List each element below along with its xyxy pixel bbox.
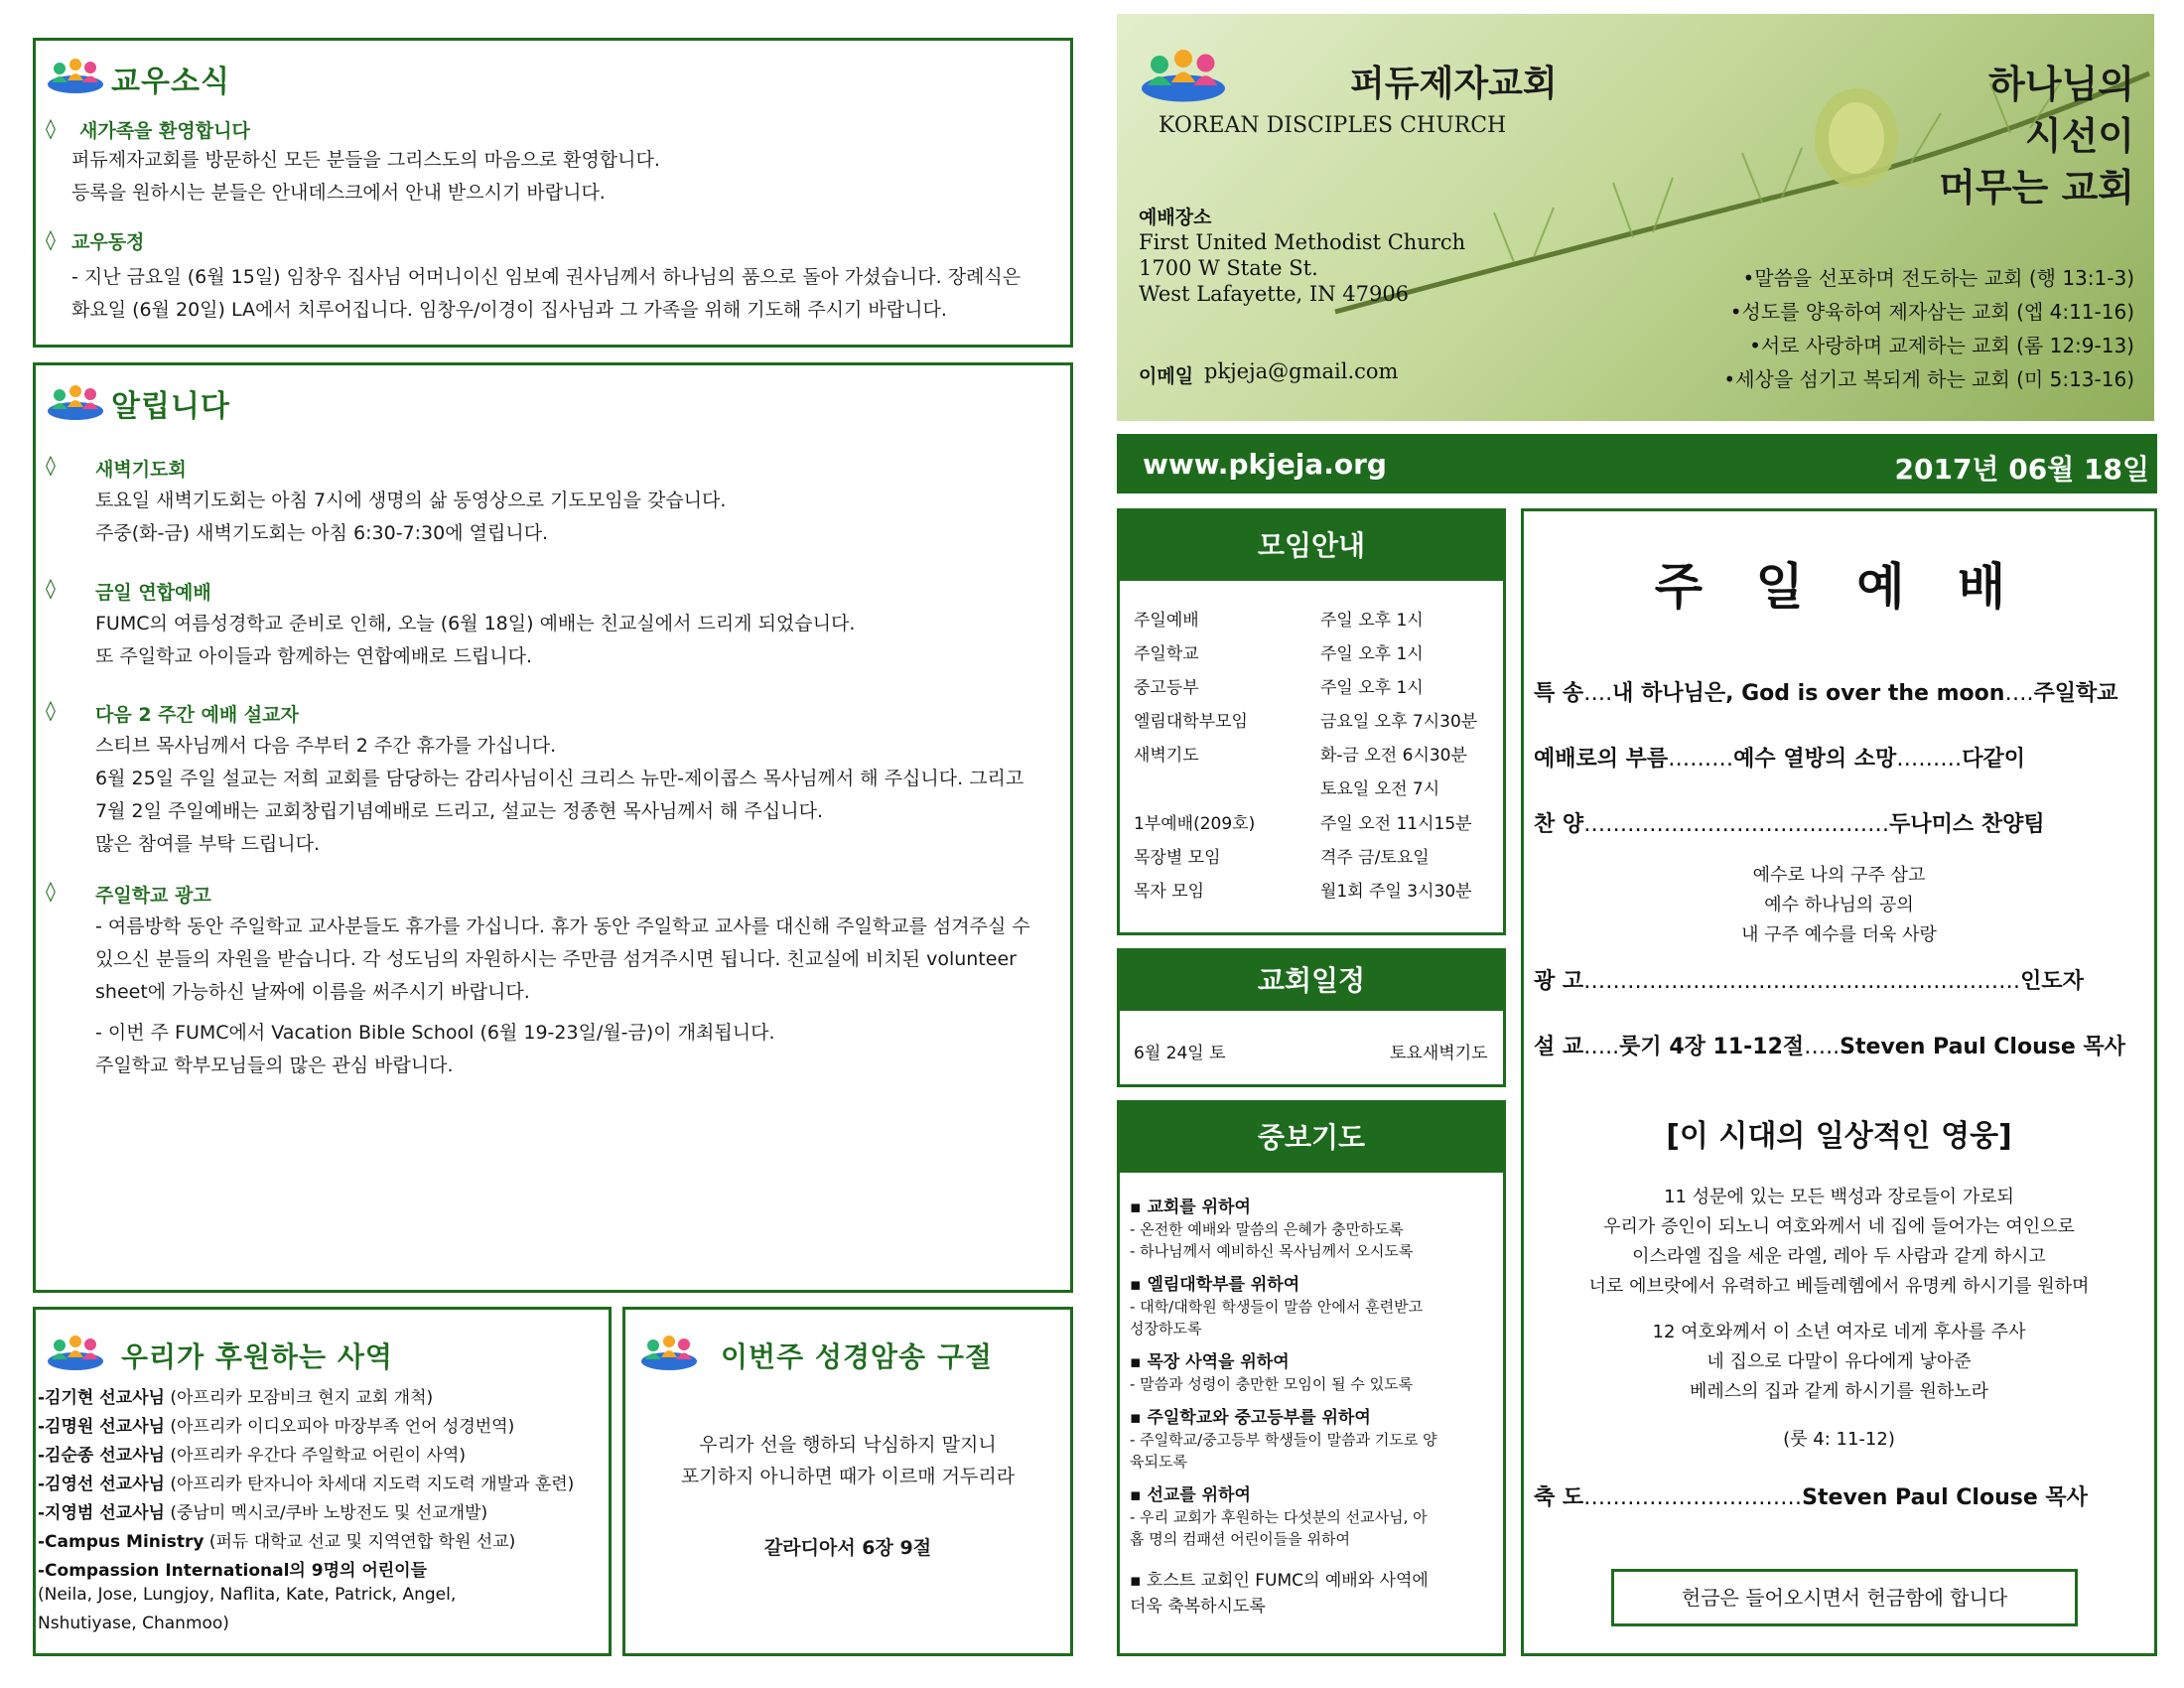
meeting-time: 금요일 오후 7시30분 (1320, 712, 1478, 732)
announce-line: sheet에 가능하신 날짜에 이름을 써주시기 바랍니다. (95, 981, 530, 1003)
announce-line: 7월 2일 주일예배는 교회창립기념예배로 드리고, 설교는 정종현 목사님께서 해 주십니다. (95, 800, 824, 822)
prayer-line: - 말씀과 성령이 충만한 모임이 될 수 있도록 (1130, 1375, 1414, 1393)
announce-line: 많은 참여를 부탁 드립니다. (95, 833, 321, 855)
announce-item-head: 금일 연합예배 (95, 582, 211, 604)
hymn-line: 예수로 나의 구주 삼고 (1752, 865, 1926, 886)
mission-item: -김명원 선교사님 (아프리카 이디오피아 마장부족 언어 성경번역) (38, 1417, 515, 1437)
announce-title: 알립니다 (111, 389, 230, 424)
meeting-time: 토요일 오전 7시 (1320, 779, 1440, 799)
venue-label: 예배장소 (1139, 207, 1212, 228)
church-logo-icon (46, 1332, 105, 1371)
prayer-line: - 하나님께서 예비하신 목사님께서 오시도록 (1130, 1242, 1414, 1260)
scripture-line: 베레스의 집과 같게 하시기를 원하노라 (1689, 1381, 1989, 1402)
announce-line: 주일학교 학부모님들의 많은 관심 바랍니다. (95, 1055, 454, 1076)
meeting-time: 격주 금/토요일 (1320, 848, 1430, 868)
news-line: - 지난 금요일 (6월 15일) 임창우 집사님 어머니이신 임보예 권사님께서 하나님의 품으로 돌아 가셨습니다. 장례식은 (71, 266, 1022, 288)
offering-note: 헌금은 들어오시면서 헌금함에 합니다 (1611, 1569, 2078, 1626)
prayer-line: - 주일학교/중고등부 학생들이 말씀과 기도로 양 (1130, 1431, 1437, 1449)
mission-children: (Neila, Jose, Lungjoy, Naflita, Kate, Patrick, Angel, (38, 1585, 457, 1605)
prayer-group-head: ▪ 목장 사역을 위하여 (1130, 1352, 1290, 1372)
meeting-time: 주일 오후 1시 (1320, 611, 1424, 631)
meeting-time: 주일 오후 1시 (1320, 678, 1424, 698)
prayer-line: - 대학/대학원 학생들이 말씀 안에서 훈련받고 (1130, 1298, 1424, 1316)
website-link[interactable]: www.pkjeja.org (1143, 448, 1387, 481)
meeting-name: 1부예배(209호) (1134, 814, 1256, 834)
missions-title: 우리가 후원하는 사역 (121, 1340, 393, 1373)
diamond-icon: ◊ (46, 576, 56, 600)
news-line: 퍼듀제자교회를 방문하신 모든 분들을 그리스도의 마음으로 환영합니다. (71, 149, 660, 171)
memory-verse-line: 우리가 선을 행하되 낙심하지 말지니 (699, 1434, 997, 1456)
church-name-kr: 퍼듀제자교회 (1350, 64, 1558, 104)
announce-line: FUMC의 여름성경학교 준비로 인해, 오늘 (6월 18일) 예배는 친교실에서 드리게 되었습니다. (95, 613, 856, 634)
email-label: 이메일 (1139, 365, 1194, 387)
email-value[interactable]: pkjeja@gmail.com (1204, 359, 1399, 383)
news-box (33, 38, 1073, 348)
announce-line: 또 주일학교 아이들과 함께하는 연합예배로 드립니다. (95, 645, 533, 667)
announce-item-head: 새벽기도회 (95, 459, 187, 481)
missions-box (33, 1307, 612, 1656)
order-item-sermon: 설 교…..룻기 4장 11-12절…..Steven Paul Clouse 목사 (1534, 1035, 2125, 1059)
news-item-head: 새가족을 환영합니다 (79, 120, 250, 142)
motto-line: 머무는 교회 (1939, 166, 2134, 210)
worship-box (1521, 508, 2157, 1656)
website-date-band (1117, 434, 2157, 493)
mission-children: Nshutiyase, Chanmoo) (38, 1614, 229, 1633)
church-value-line: •세상을 섬기고 복되게 하는 교회 (미 5:13-16) (1723, 367, 2134, 391)
schedule-date: 6월 24일 토 (1134, 1044, 1226, 1063)
prayer-line: - 우리 교회가 후원하는 다섯분의 선교사님, 아 (1130, 1508, 1428, 1526)
mission-item: -김순종 선교사님 (아프리카 우간다 주일학교 어린이 사역) (38, 1446, 466, 1466)
order-item-notice: 광 고……………………………………………………인도자 (1534, 969, 2084, 994)
mission-item: -Campus Ministry (퍼듀 대학교 선교 및 지역연합 학원 선교) (38, 1532, 516, 1552)
diamond-icon: ◊ (46, 116, 56, 140)
mission-item: -김기현 선교사님 (아프리카 모잠비크 현지 교회 개척) (38, 1388, 434, 1408)
sermon-title: [이 시대의 일상적인 영웅] (1666, 1119, 2012, 1154)
prayer-group-head: ▪ 교회를 위하여 (1130, 1197, 1251, 1217)
mission-item: -지영범 선교사님 (중남미 멕시코/쿠바 노방전도 및 선교개발) (38, 1503, 488, 1523)
diamond-icon: ◊ (46, 453, 56, 477)
meeting-name: 목장별 모임 (1134, 848, 1221, 868)
diamond-icon: ◊ (46, 879, 56, 903)
venue-line: West Lafayette, IN 47906 (1139, 282, 1410, 306)
announce-line: 주중(화-금) 새벽기도회는 아침 6:30-7:30에 열립니다. (95, 522, 549, 544)
meeting-name: 엘림대학부모임 (1134, 712, 1248, 732)
meeting-name: 주일학교 (1134, 644, 1199, 664)
bulletin-date: 2017년 06월 18일 (1894, 453, 2149, 486)
announce-line: 6월 25일 주일 설교는 저희 교회를 담당하는 감리사님이신 크리스 뉴만-제이콥스 목사님께서 해 주십니다. 그리고 (95, 768, 1024, 789)
scripture-line: 우리가 증인이 되노니 여호와께서 네 집에 들어가는 여인으로 (1603, 1216, 2075, 1237)
prayer-line: ▪ 호스트 교회인 FUMC의 예배와 사역에 (1130, 1571, 1429, 1591)
meeting-name: 새벽기도 (1134, 746, 1199, 766)
prayer-line: 더욱 축복하시도록 (1130, 1597, 1266, 1617)
scripture-line: 너로 에브랏에서 유력하고 베들레헴에서 유명케 하시기를 원하며 (1588, 1276, 2090, 1297)
order-item-praise: 찬 양……………………………………두나미스 찬양팀 (1534, 812, 2045, 837)
header-banner (1117, 14, 2154, 421)
announce-line: - 여름방학 동안 주일학교 교사분들도 휴가를 가십니다. 휴가 동안 주일학교 교사를 대신해 주일학교를 섬겨주실 수 (95, 915, 1030, 937)
church-name-en: KOREAN DISCIPLES CHURCH (1159, 113, 1507, 138)
meeting-name: 중고등부 (1134, 678, 1199, 698)
hymn-line: 예수 하나님의 공의 (1764, 895, 1914, 915)
scripture-line: 11 성문에 있는 모든 백성과 장로들이 가로되 (1664, 1187, 2014, 1207)
prayer-line: 홉 명의 컴패션 어린이들을 위하여 (1130, 1530, 1350, 1548)
prayer-line: 성장하도록 (1130, 1320, 1202, 1337)
church-logo-icon (46, 381, 105, 421)
motto-line: 하나님의 (1988, 63, 2134, 106)
church-logo-icon (46, 55, 105, 94)
announce-line: 스티브 목사님께서 다음 주부터 2 주간 휴가를 가십니다. (95, 735, 557, 757)
announce-line: 있으신 분들의 자원을 받습니다. 각 성도님의 자원하시는 주만큼 섬겨주시면 됩니다. 친교실에 비치된 volunteer (95, 948, 1017, 970)
hymn-line: 내 구주 예수를 더욱 사랑 (1741, 924, 1937, 945)
meeting-time: 월1회 주일 3시30분 (1320, 882, 1472, 902)
memory-verse-line: 포기하지 아니하면 때가 이르매 거두리라 (680, 1466, 1016, 1487)
meeting-time: 주일 오후 1시 (1320, 644, 1424, 664)
mission-item: -Compassion International의 9명의 어린이들 (38, 1561, 428, 1581)
news-item-head: 교우동정 (71, 231, 145, 253)
schedule-event: 토요새벽기도 (1390, 1044, 1488, 1063)
memory-ref: 갈라디아서 6장 9절 (763, 1537, 932, 1559)
news-line: 등록을 원하시는 분들은 안내데스크에서 안내 받으시기 바랍니다. (71, 182, 606, 204)
prayer-group-head: ▪ 주일학교와 중고등부를 위하여 (1130, 1408, 1371, 1428)
prayer-title: 중보기도 (1120, 1103, 1503, 1173)
news-line: 화요일 (6월 20일) LA에서 치루어집니다. 임창우/이경이 집사님과 그 가족을 위해 기도해 주시기 바랍니다. (71, 299, 947, 321)
venue-line: First United Methodist Church (1139, 230, 1466, 254)
schedule-title: 교회일정 (1120, 951, 1503, 1011)
news-title: 교우소식 (111, 65, 230, 99)
order-item-benediction: 축 도…………………………Steven Paul Clouse 목사 (1534, 1485, 2088, 1510)
schedule-box (1117, 948, 1506, 1087)
prayer-line: - 온전한 예배와 말씀의 은혜가 충만하도록 (1130, 1220, 1404, 1238)
meeting-time: 주일 오전 11시15분 (1320, 814, 1472, 834)
meetings-box (1117, 508, 1506, 935)
mission-item: -김영선 선교사님 (아프리카 탄자니아 차세대 지도력 지도력 개발과 훈련) (38, 1475, 575, 1494)
worship-title: 주 일 예 배 (1654, 558, 2024, 616)
scripture-ref: (룻 4: 11-12) (1783, 1429, 1895, 1450)
announce-item-head: 주일학교 광고 (95, 885, 211, 907)
church-value-line: •서로 사랑하며 교제하는 교회 (롬 12:9-13) (1749, 334, 2134, 357)
venue-line: 1700 W State St. (1139, 256, 1318, 280)
scripture-line: 12 여호와께서 이 소년 여자로 네게 후사를 주사 (1652, 1322, 2026, 1342)
announce-line: - 이번 주 FUMC에서 Vacation Bible School (6월 19-23일/월-금)이 개최됩니다. (95, 1022, 775, 1044)
motto-line: 시선이 (2024, 114, 2134, 158)
announce-item-head: 다음 2 주간 예배 설교자 (95, 704, 299, 726)
prayer-group-head: ▪ 선교를 위하여 (1130, 1485, 1251, 1505)
prayer-box (1117, 1100, 1506, 1656)
meetings-title: 모임안내 (1120, 511, 1503, 581)
church-value-line: •성도를 양육하여 제자삼는 교회 (엡 4:11-16) (1729, 300, 2134, 324)
diamond-icon: ◊ (46, 227, 56, 251)
meeting-time: 화-금 오전 6시30분 (1320, 746, 1467, 766)
memory-box (622, 1307, 1073, 1656)
scripture-line: 이스라엘 집을 세운 라엘, 레아 두 사람과 같게 하시고 (1632, 1246, 2046, 1267)
order-item-call-to-worship: 예배로의 부름………예수 열방의 소망………다같이 (1534, 747, 2026, 772)
prayer-line: 육되도록 (1130, 1453, 1187, 1471)
church-value-line: •말씀을 선포하며 전도하는 교회 (행 13:1-3) (1742, 266, 2134, 290)
announce-line: 토요일 새벽기도회는 아침 7시에 생명의 삶 동영상으로 기도모임을 갖습니다. (95, 490, 727, 511)
meeting-name: 목자 모임 (1134, 882, 1205, 902)
announce-box (33, 362, 1073, 1293)
church-logo-icon (639, 1332, 699, 1371)
prayer-group-head: ▪ 엘림대학부를 위하여 (1130, 1275, 1300, 1295)
scripture-line: 네 집으로 다말이 유다에게 낳아준 (1706, 1351, 1972, 1372)
meeting-name: 주일예배 (1134, 611, 1199, 631)
memory-title: 이번주 성경암송 구절 (721, 1340, 993, 1373)
diamond-icon: ◊ (46, 698, 56, 722)
order-item-special-song: 특 송….내 하나님은, God is over the moon….주일학교 (1534, 681, 2118, 706)
church-logo-icon (1139, 44, 1228, 103)
